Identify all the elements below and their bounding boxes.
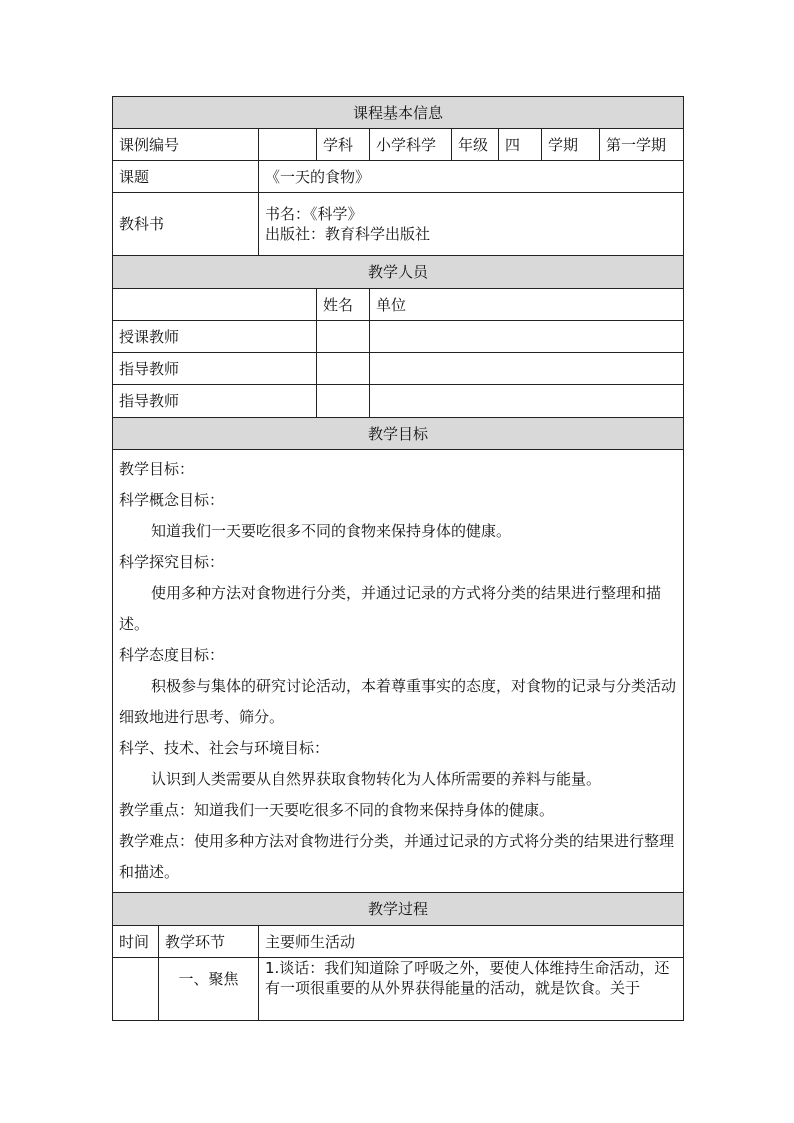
topic-label: 课题	[113, 161, 259, 193]
staff-role: 指导教师	[113, 353, 317, 385]
inquiry-goal-text: 使用多种方法对食物进行分类，并通过记录的方式将分类的结果进行整理和描述。	[119, 584, 662, 633]
textbook-info	[259, 193, 684, 256]
textbook-publisher: 出版社：教育科学出版社	[265, 225, 431, 243]
stse-goal-label: 科学、技术、社会与环境目标：	[119, 739, 330, 757]
term-label: 学期	[542, 129, 600, 161]
process-col-stage: 教学环节	[159, 926, 259, 958]
staff-col-unit: 单位	[370, 289, 684, 321]
process-activity: 1.谈话：我们知道除了呼吸之外，要使人体维持生命活动，还有一项很重要的从外界获得能量的活动，就是饮食。关于	[259, 958, 684, 1021]
concept-goal-text: 知道我们一天要吃很多不同的食物来保持身体的健康。	[151, 522, 512, 540]
attitude-goal-label: 科学态度目标：	[119, 646, 225, 664]
stse-goal-text: 认识到人类需要从自然界获取食物转化为人体所需要的养料与能量。	[151, 770, 602, 788]
staff-role: 指导教师	[113, 385, 317, 418]
key-point: 教学重点：知道我们一天要吃很多不同的食物来保持身体的健康。	[119, 801, 555, 819]
section-header-basic-info: 课程基本信息	[113, 97, 684, 129]
staff-name	[317, 321, 370, 353]
inquiry-goal-label: 科学探究目标：	[119, 553, 225, 571]
section-header-process: 教学过程	[113, 893, 684, 926]
term-value: 第一学期	[600, 129, 684, 161]
staff-name	[317, 353, 370, 385]
section-header-staff: 教学人员	[113, 256, 684, 289]
section-header-objectives: 教学目标	[113, 418, 684, 450]
process-time	[113, 958, 159, 1021]
topic-value: 《一天的食物》	[259, 161, 684, 193]
attitude-goal-text: 积极参与集体的研究讨论活动，本着尊重事实的态度，对食物的记录与分类活动细致地进行思考、筛分。	[119, 677, 677, 726]
grade-value: 四	[499, 129, 542, 161]
process-col-time: 时间	[113, 926, 159, 958]
course-no-value	[259, 129, 317, 161]
subject-value: 小学科学	[370, 129, 452, 161]
lesson-plan-table	[112, 96, 684, 1021]
staff-corner-cell	[113, 289, 317, 321]
course-no-label: 课例编号	[113, 129, 259, 161]
objectives-heading: 教学目标：	[119, 460, 195, 478]
staff-role: 授课教师	[113, 321, 317, 353]
subject-label: 学科	[317, 129, 370, 161]
grade-label: 年级	[452, 129, 499, 161]
concept-goal-label: 科学概念目标：	[119, 491, 225, 509]
process-col-activity: 主要师生活动	[259, 926, 684, 958]
staff-col-name: 姓名	[317, 289, 370, 321]
textbook-name: 书名：《科学》	[265, 205, 363, 223]
difficulty: 教学难点：使用多种方法对食物进行分类，并通过记录的方式将分类的结果进行整理和描述。	[119, 832, 675, 881]
objectives-body	[113, 450, 684, 893]
process-stage: 一、聚焦	[159, 958, 259, 1021]
staff-unit	[370, 385, 684, 418]
staff-name	[317, 385, 370, 418]
staff-unit	[370, 321, 684, 353]
textbook-label: 教科书	[113, 193, 259, 256]
staff-unit	[370, 353, 684, 385]
